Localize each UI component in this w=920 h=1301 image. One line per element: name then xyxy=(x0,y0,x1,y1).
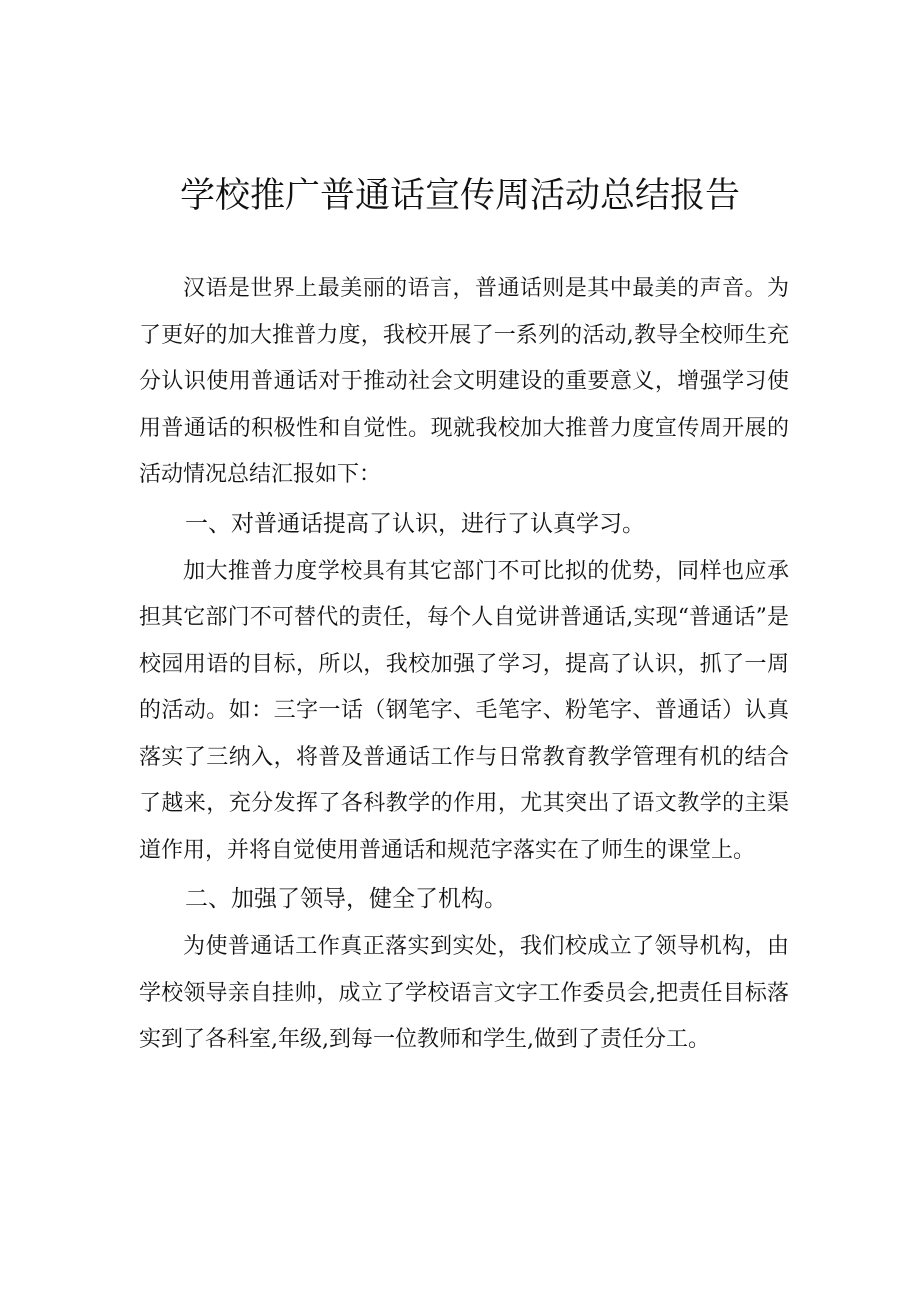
document-title: 学校推广普通话宣传周活动总结报告 xyxy=(179,176,740,216)
section-1-paragraph: 加大推普力度学校具有其它部门不可比拟的优势，同样也应承担其它部门不可替代的责任，每个人自觉讲普通话,实现“普通话”是校园用语的目标，所以，我校加强了学习，提高了认识，抓了一周的活动。如：三字一话（钢笔字、毛笔字、粉笔字、普通话）认真落实了三纳入，将普及普通话工作与日常教育教学管理有机的结合了越来，充分发挥了各科教学的作用，尤其突出了语文教学的主渠道作用，并将自觉使用普通话和规范字落实在了师生的课堂上。 xyxy=(139,558,789,863)
section-2-paragraph: 为使普通话工作真正落实到实处，我们校成立了领导机构，由学校领导亲自挂帅，成立了学校语言文字工作委员会,把责任目标落实到了各科室,年级,到每一位教师和学生,做到了责任分工。 xyxy=(139,934,789,1052)
section-2-heading: 二、加强了领导，健全了机构。 xyxy=(185,886,507,912)
document-body xyxy=(139,266,789,1064)
intro-paragraph: 汉语是世界上最美丽的语言，普通话则是其中最美的声音。为了更好的加大推普力度，我校开展了一系列的活动,教导全校师生充分认识使用普通话对于推动社会文明建设的重要意义，增强学习使用普通话的积极性和自觉性。现就我校加大推普力度宣传周开展的活动情况总结汇报如下： xyxy=(139,276,789,487)
section-1-heading: 一、对普通话提高了认识，进行了认真学习。 xyxy=(185,510,645,537)
